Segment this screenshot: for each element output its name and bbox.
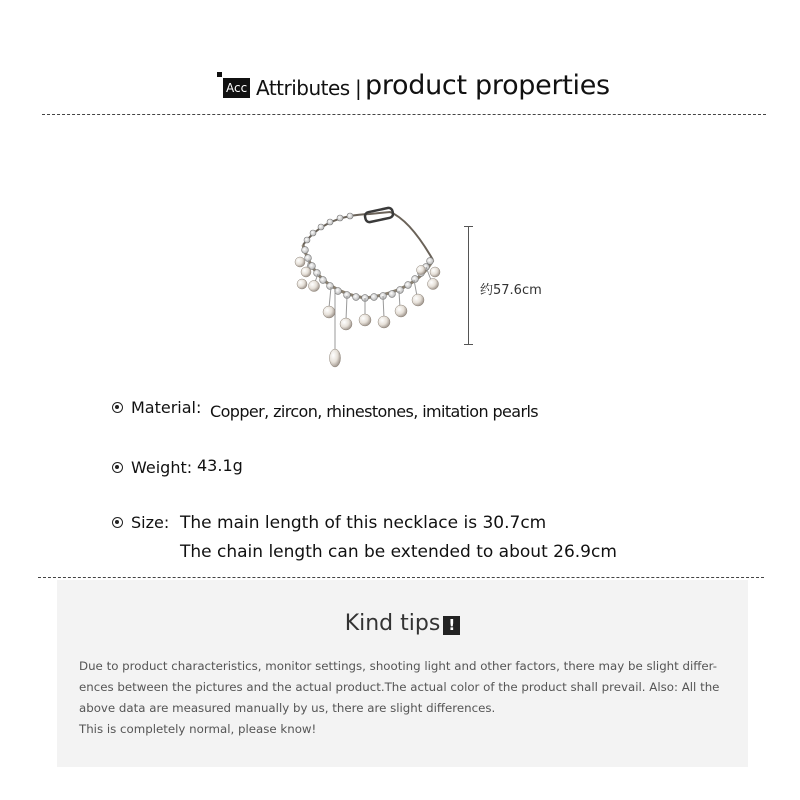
necklace-image: [285, 200, 455, 375]
spec-weight-label: Weight:: [131, 458, 193, 477]
header-separator: |: [355, 76, 362, 100]
spec-size-label: Size:: [131, 513, 170, 532]
header-dot-icon: [217, 72, 222, 77]
bullet-icon: [112, 462, 123, 473]
dimension-line: [468, 226, 469, 345]
spec-size-line2: The chain length can be extended to about 26.9cm: [180, 542, 617, 562]
kind-tips-title-text: Kind tips: [344, 611, 441, 636]
tips-line: above data are measured manually by us, there are slight differences.: [79, 701, 496, 715]
spec-material-value: Copper, zircon, rhinestones, imitation pearls: [210, 402, 539, 421]
spec-material-label: Material:: [131, 398, 202, 417]
acc-badge: Acc: [223, 78, 250, 98]
page-title: product properties: [365, 70, 610, 101]
bullet-icon: [112, 402, 123, 413]
dimension-label: 约57.6cm: [480, 283, 542, 298]
warning-icon: !: [443, 616, 460, 635]
tips-line: Due to product characteristics, monitor settings, shooting light and other factors, there may be slight differ-: [79, 659, 718, 673]
section-header: [0, 70, 800, 110]
product-image: [285, 200, 455, 375]
kind-tips-panel: [57, 580, 748, 767]
divider-middle: [38, 577, 764, 578]
kind-tips-title: [57, 611, 748, 636]
spec-size-line1: The main length of this necklace is 30.7cm: [180, 513, 547, 533]
dimension-tick-bottom: [464, 344, 473, 345]
dimension-tick-top: [464, 226, 473, 227]
tips-line: ences between the pictures and the actual product.The actual color of the product shall prevail. Also: All the: [79, 680, 720, 694]
divider-top: [42, 114, 766, 115]
kind-tips-body: [79, 656, 739, 740]
tips-line: This is completely normal, please know!: [79, 722, 317, 736]
bullet-icon: [112, 517, 123, 528]
attributes-label: Attributes: [256, 76, 350, 100]
spec-weight-value: 43.1g: [197, 456, 243, 475]
